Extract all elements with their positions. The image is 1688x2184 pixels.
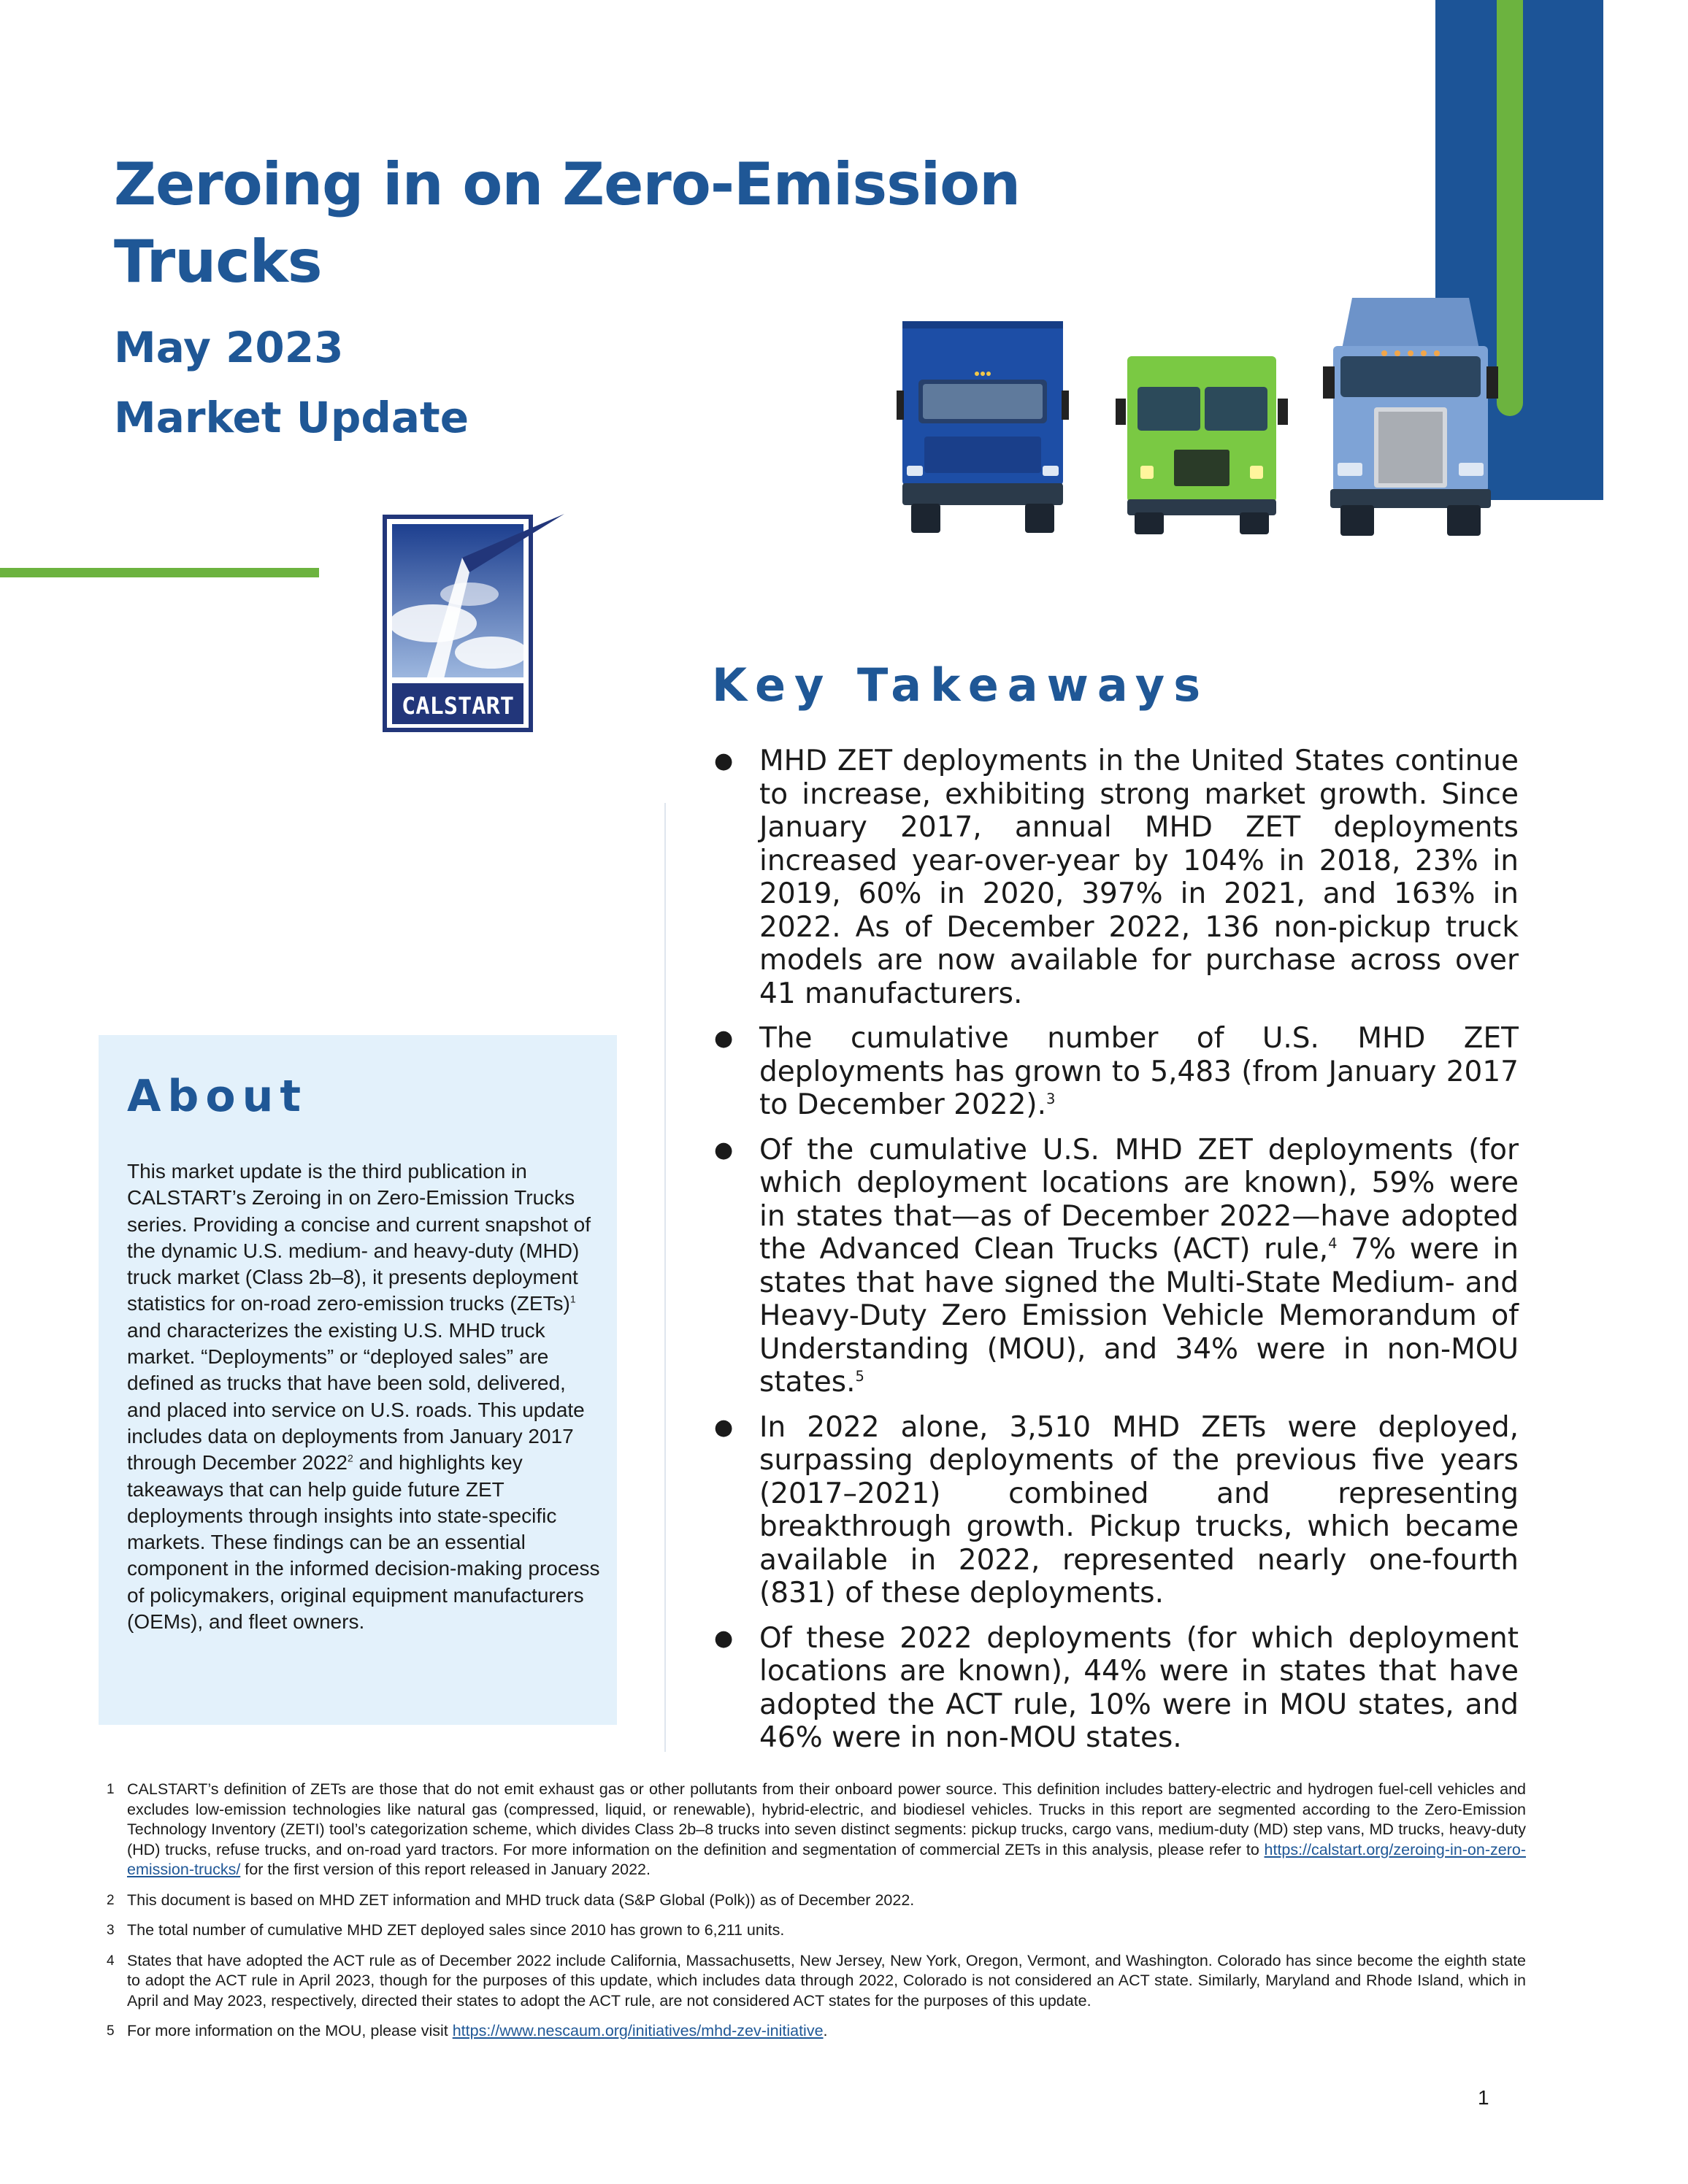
- footnote-ref: 1: [569, 1293, 576, 1306]
- footnote-number: 2: [107, 1892, 115, 1908]
- green-step-van-illustration: [1116, 356, 1288, 534]
- footnote: [102, 1891, 1526, 1911]
- footnote-link[interactable]: https://www.nescaum.org/initiatives/mhd-zev-initiative: [452, 2022, 824, 2039]
- light-blue-semi-truck-illustration: [1323, 298, 1498, 536]
- green-accent-line: [0, 568, 319, 577]
- column-divider: [664, 803, 666, 1752]
- footnote: [102, 1951, 1526, 2012]
- calstart-logo: [382, 514, 569, 733]
- footnote-number: 3: [107, 1923, 115, 1938]
- takeaway-item: [708, 1134, 1519, 1399]
- footnote-text-after: for the first version of this report released in January 2022.: [240, 1861, 651, 1878]
- footnote: [102, 2021, 1526, 2042]
- page-number: 1: [1478, 2086, 1489, 2109]
- about-text-part: and characterizes the existing U.S. MHD truck market. “Deployments” or “deployed sales” are defined as trucks that have been sold, delivered, and placed into service on U.S. roads. This update includes data on deployments from January 2017 through December 2022: [127, 1318, 585, 1474]
- logo-wordmark: CALSTART: [401, 692, 515, 720]
- footnote-text: States that have adopted the ACT rule as of December 2022 include California, Massachusetts, New Jersey, New York, Oregon, Vermont, and Washington. Colorado has since become the eighth state to adopt the ACT rule in April 2023, though for the purposes of this update, which includes data through 2022, Colorado is not considered an ACT state. Similarly, Maryland and Rhode Island, which in April and May 2023, respectively, directed their states to adopt the ACT rule, are not considered ACT states for the purposes of this update.: [127, 1951, 1526, 2010]
- takeaway-item: [708, 1411, 1519, 1610]
- truck-cab: [1342, 298, 1479, 349]
- takeaway-text-continued: 7% were in states that have signed the Multi-State Medium- and Heavy-Duty Zero Emission Vehicle Memorandum of Understanding (MOU), and 34% were in non-MOU states.: [759, 1233, 1519, 1399]
- footnote-ref: 2: [347, 1452, 353, 1464]
- about-text-part: and highlights key takeaways that can help guide future ZET deployments through insights into state-specific markets. These findings can be an essential component in the informed decision-making process of policymakers, original equipment manufacturers (OEMs), and fleet owners.: [127, 1451, 600, 1634]
- footnote-number: 1: [107, 1782, 115, 1797]
- takeaway-item: [708, 1622, 1519, 1755]
- takeaway-text: The cumulative number of U.S. MHD ZET deployments has grown to 5,483 (from January 2017 to December 2022).: [759, 1022, 1519, 1121]
- about-body: [127, 1158, 602, 1635]
- takeaway-text: MHD ZET deployments in the United States continue to increase, exhibiting strong market growth. Since January 2017, annual MHD ZET deployments increased year-over-year by 104% in 2018, 23% in 2019, 60% in 2020, 397% in 2021, and 163% in 2022. As of December 2022, 136 non-pickup truck models are now available for purchase across over 41 manufacturers.: [759, 745, 1519, 1010]
- green-corner-bar: [1497, 0, 1523, 416]
- takeaway-item: [708, 1022, 1519, 1122]
- takeaway-text: Of these 2022 deployments (for which deployment locations are known), 44% were in states that have adopted the ACT rule, 10% were in MOU states, and 46% were in non-MOU states.: [759, 1621, 1519, 1754]
- page-title: Zeroing in on Zero-Emission Trucks: [114, 150, 1021, 296]
- footnote-ref: 5: [855, 1368, 864, 1385]
- about-text-part: This market update is the third publication in CALSTART’s Zeroing in on Zero-Emission Trucks series. Providing a concise and current snapshot of the dynamic U.S. medium- and heavy-duty (MHD) truck market (Class 2b–8), it presents deployment statistics for on-road zero-emission trucks (ZETs): [127, 1160, 591, 1315]
- footnote: [102, 1780, 1526, 1880]
- footnote-ref: 3: [1046, 1091, 1056, 1107]
- key-takeaways-list: [708, 745, 1519, 1766]
- key-takeaways-heading: Key Takeaways: [712, 658, 1210, 712]
- blue-box-truck-illustration: [897, 321, 1069, 534]
- about-heading: About: [127, 1071, 308, 1122]
- footnote-text-after: .: [823, 2022, 828, 2039]
- footnote-text: For more information on the MOU, please visit: [127, 2022, 453, 2039]
- footnote: [102, 1920, 1526, 1941]
- footnote-number: 4: [107, 1953, 115, 1969]
- takeaway-text: In 2022 alone, 3,510 MHD ZETs were deployed, surpassing deployments of the previous five years (2017–2021) combined and representing breakthrough growth. Pickup trucks, which became available in 2022, represented nearly one-fourth (831) of these deployments.: [759, 1410, 1519, 1610]
- footnote-number: 5: [107, 2023, 115, 2039]
- footnote-text: CALSTART’s definition of ZETs are those that do not emit exhaust gas or other pollutants from their onboard power source. This definition includes battery-electric and hydrogen fuel-cell vehicles and excludes low-emission technologies like natural gas (compressed, liquid, or renewable), hybrid-electric, and biodiesel vehicles. Trucks in this report are segmented according to the Zero-Emission Technology Inventory (ZETI) tool’s categorization scheme, which divides Class 2b–8 trucks into seven distinct segments: pickup trucks, cargo vans, medium-duty (MD) step vans, MD trucks, heavy-duty (HD) trucks, refuse trucks, and on-road yard tractors. For more information on the definition and segmentation of commercial ZETs in this analysis, please refer to: [127, 1780, 1526, 1858]
- subtitle-label: Market Update: [114, 393, 469, 442]
- takeaway-text: Of the cumulative U.S. MHD ZET deployments (for which deployment locations are known), 59% were in states that—as of December 2022—have adopted the Advanced Clean Trucks (ACT) rule,: [759, 1133, 1519, 1266]
- footnote-text: This document is based on MHD ZET information and MHD truck data (S&P Global (Polk)) as of December 2022.: [127, 1891, 915, 1909]
- subtitle-date: May 2023: [114, 323, 344, 372]
- footnote-text: The total number of cumulative MHD ZET deployed sales since 2010 has grown to 6,211 units.: [127, 1921, 785, 1939]
- takeaway-item: [708, 745, 1519, 1010]
- footnote-link[interactable]: https://calstart.org/zeroing-in-on-zero-emission-trucks/: [127, 1840, 1526, 1878]
- footnote-ref: 4: [1328, 1235, 1338, 1252]
- footnotes: [102, 1780, 1526, 2052]
- subtitle: [114, 312, 698, 453]
